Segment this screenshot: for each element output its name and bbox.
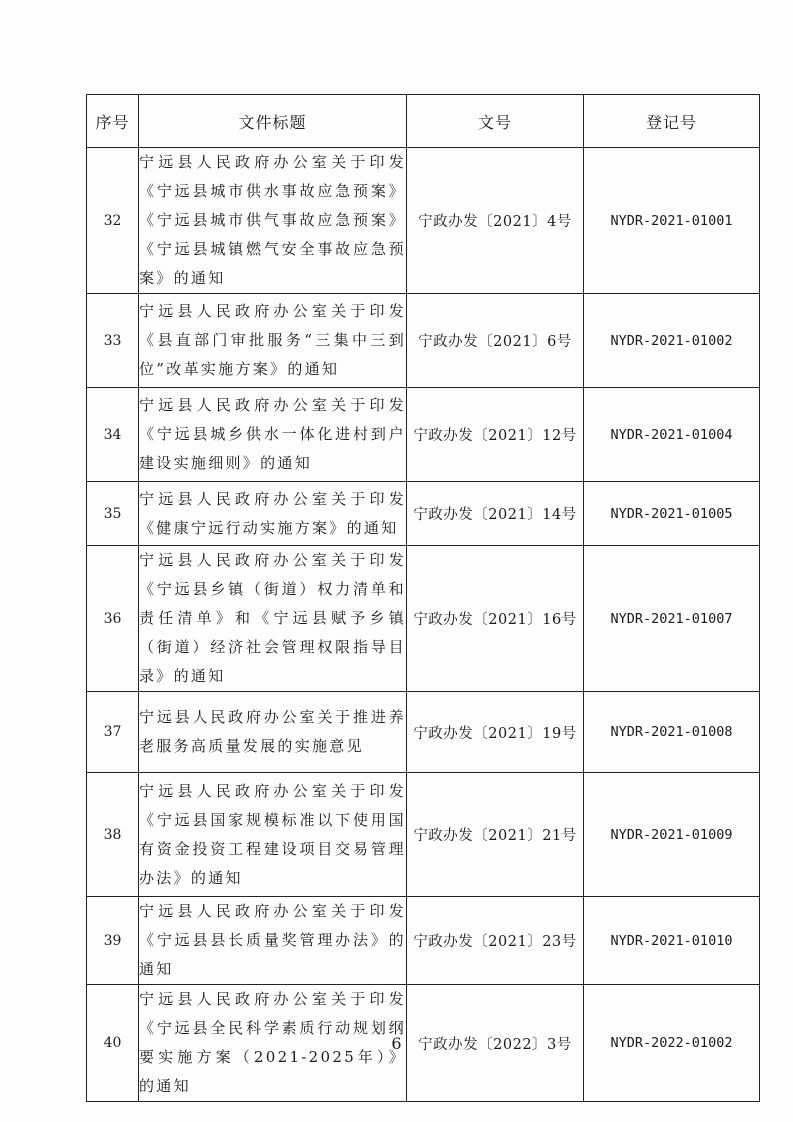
- table-row: [87, 546, 760, 692]
- row-reg-number: NYDR-2021-01008: [584, 692, 760, 773]
- table-row: [87, 294, 760, 388]
- row-title: 宁远县人民政府办公室关于印发《宁远县全民科学素质行动规划纲要实施方案（2021-2025年）》的通知: [139, 985, 407, 1102]
- row-seq: 37: [87, 692, 139, 773]
- row-seq: 35: [87, 482, 139, 546]
- row-title: 宁远县人民政府办公室关于印发《县直部门审批服务“三集中三到位”改革实施方案》的通知: [139, 294, 407, 388]
- row-reg-number: NYDR-2021-01009: [584, 773, 760, 897]
- table-row: [87, 148, 760, 294]
- header-reg-number: 登记号: [584, 95, 760, 148]
- table-row: [87, 773, 760, 897]
- row-title: 宁远县人民政府办公室关于印发《健康宁远行动实施方案》的通知: [139, 482, 407, 546]
- row-seq: 38: [87, 773, 139, 897]
- header-doc-number: 文号: [407, 95, 584, 148]
- table-row: [87, 692, 760, 773]
- row-seq: 39: [87, 897, 139, 985]
- row-seq: 36: [87, 546, 139, 692]
- row-title: 宁远县人民政府办公室关于印发《宁远县国家规模标准以下使用国有资金投资工程建设项目交易管理办法》的通知: [139, 773, 407, 897]
- row-doc-number: 宁政办发〔2021〕23号: [407, 897, 584, 985]
- row-reg-number: NYDR-2021-01007: [584, 546, 760, 692]
- header-title: 文件标题: [139, 95, 407, 148]
- row-doc-number: 宁政办发〔2021〕16号: [407, 546, 584, 692]
- row-reg-number: NYDR-2021-01002: [584, 294, 760, 388]
- document-registry-table: [86, 94, 760, 1102]
- row-seq: 34: [87, 388, 139, 482]
- row-title: 宁远县人民政府办公室关于印发《宁远县城乡供水一体化进村到户建设实施细则》的通知: [139, 388, 407, 482]
- row-title: 宁远县人民政府办公室关于印发《宁远县城市供水事故应急预案》《宁远县城市供气事故应急预案》《宁远县城镇燃气安全事故应急预案》的通知: [139, 148, 407, 294]
- row-doc-number: 宁政办发〔2021〕14号: [407, 482, 584, 546]
- row-doc-number: 宁政办发〔2021〕6号: [407, 294, 584, 388]
- table-row: [87, 482, 760, 546]
- row-reg-number: NYDR-2021-01005: [584, 482, 760, 546]
- row-doc-number: 宁政办发〔2022〕3号: [407, 985, 584, 1102]
- row-title: 宁远县人民政府办公室关于印发《宁远县县长质量奖管理办法》的通知: [139, 897, 407, 985]
- row-doc-number: 宁政办发〔2021〕4号: [407, 148, 584, 294]
- row-doc-number: 宁政办发〔2021〕21号: [407, 773, 584, 897]
- table-header-row: [87, 95, 760, 148]
- row-doc-number: 宁政办发〔2021〕12号: [407, 388, 584, 482]
- row-seq: 40: [87, 985, 139, 1102]
- row-reg-number: NYDR-2021-01001: [584, 148, 760, 294]
- row-seq: 33: [87, 294, 139, 388]
- row-title: 宁远县人民政府办公室关于推进养老服务高质量发展的实施意见: [139, 692, 407, 773]
- row-seq: 32: [87, 148, 139, 294]
- row-doc-number: 宁政办发〔2021〕19号: [407, 692, 584, 773]
- row-reg-number: NYDR-2021-01010: [584, 897, 760, 985]
- page-number: 6: [391, 1034, 402, 1053]
- table-row: [87, 388, 760, 482]
- row-reg-number: NYDR-2022-01002: [584, 985, 760, 1102]
- row-title: 宁远县人民政府办公室关于印发《宁远县乡镇（街道）权力清单和责任清单》和《宁远县赋予乡镇（街道）经济社会管理权限指导目录》的通知: [139, 546, 407, 692]
- row-reg-number: NYDR-2021-01004: [584, 388, 760, 482]
- header-seq: 序号: [87, 95, 139, 148]
- table-row: [87, 897, 760, 985]
